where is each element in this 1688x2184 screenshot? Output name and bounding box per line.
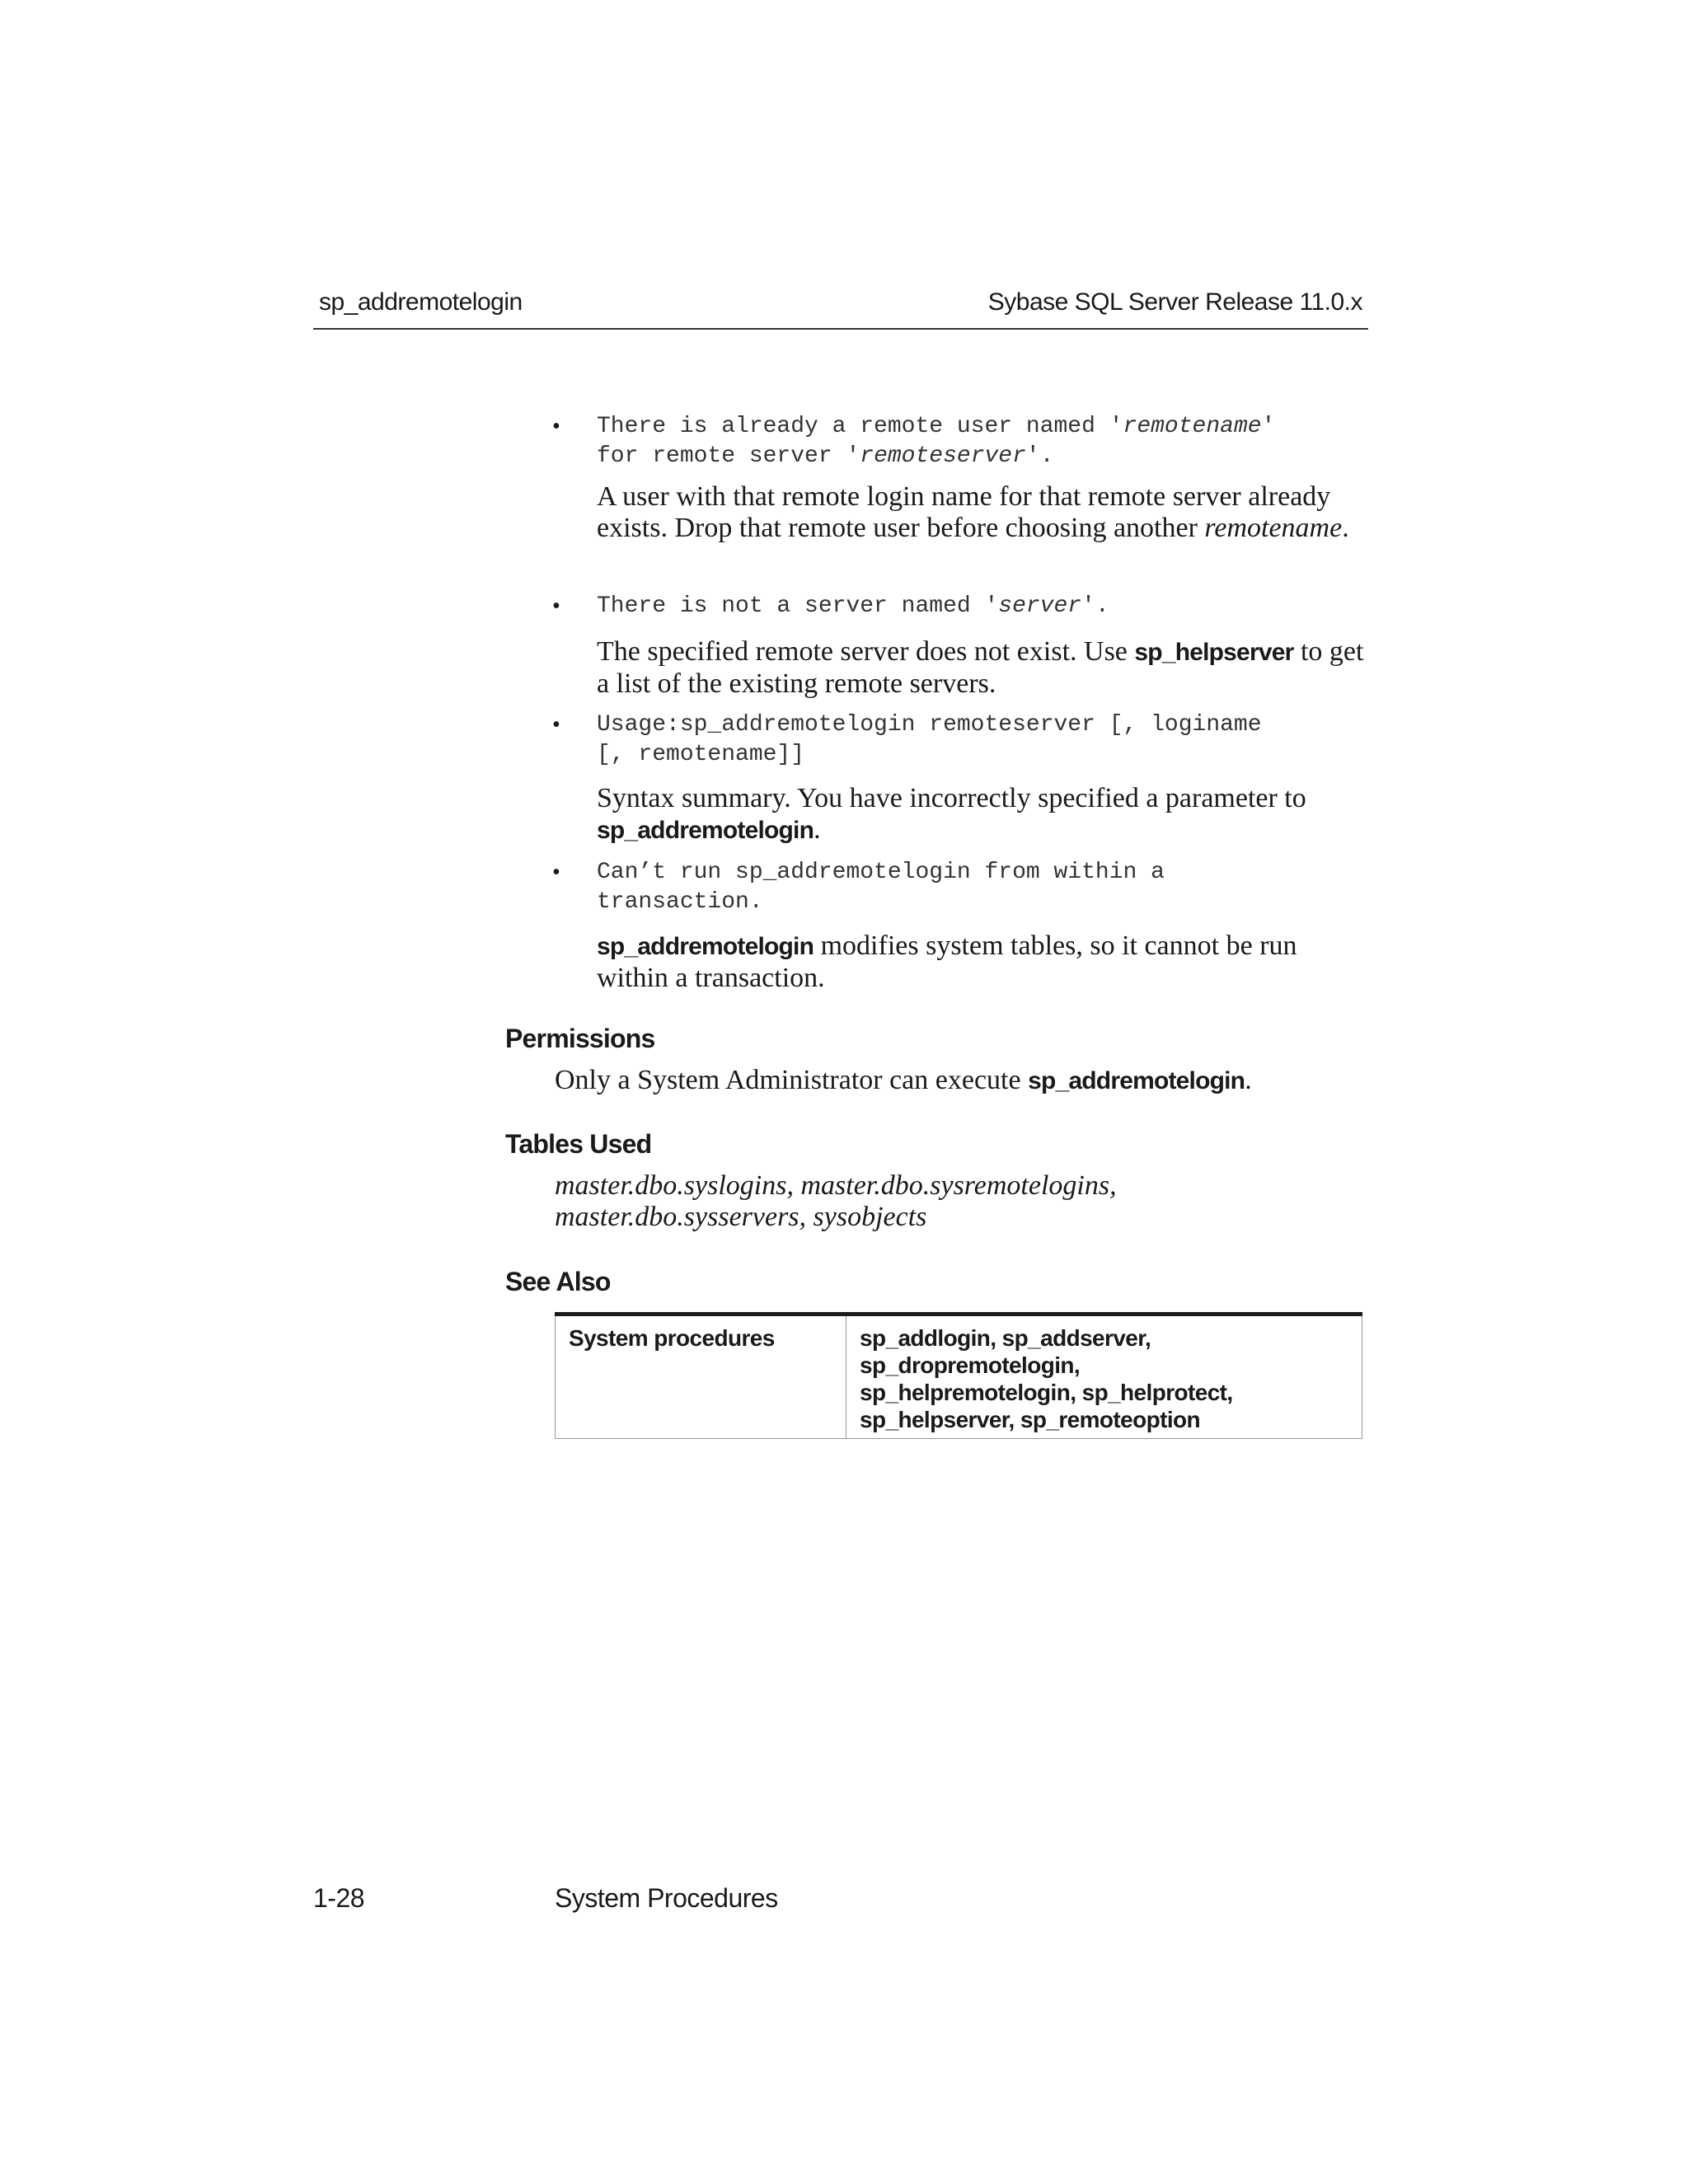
running-header-left: sp_addremotelogin (319, 288, 523, 316)
tables-used-text: master.dbo.syslogins, master.dbo.sysremotelogins, master.dbo.sysservers, sysobjects (555, 1170, 1117, 1232)
error-message-item (554, 858, 1378, 994)
bullet-marker: • (552, 593, 560, 619)
error-message-item (554, 710, 1378, 846)
error-description: sp_addremotelogin modifies system tables, so it cannot be run within a transaction. (597, 930, 1297, 993)
see-also-category: System procedures (556, 1315, 846, 1439)
error-message-text: Usage:sp_addremotelogin remoteserver [, loginame [, remotename]] (597, 712, 1262, 767)
error-description: Syntax summary. You have incorrectly specified a parameter to sp_addremotelogin. (597, 783, 1306, 845)
see-also-table (555, 1312, 1362, 1439)
see-also-line: sp_helpremotelogin, sp_helprotect, (860, 1380, 1233, 1405)
error-message-text: Can’t run sp_addremotelogin from within a transaction. (597, 860, 1165, 915)
bullet-marker: • (552, 712, 560, 738)
procedure-name: sp_addremotelogin (597, 817, 814, 844)
header-rule (313, 328, 1368, 330)
see-also-line: sp_helpserver, sp_remoteoption (860, 1407, 1201, 1432)
permissions-text: Only a System Administrator can execute sp_addremotelogin. (555, 1065, 1252, 1095)
see-also-procedures (846, 1315, 1362, 1439)
procedure-name: sp_addremotelogin (597, 933, 814, 960)
permissions-heading: Permissions (505, 1024, 655, 1053)
bullet-marker: • (552, 414, 560, 439)
error-message-item (554, 592, 1378, 700)
error-message-text: There is already a remote user named 'remotename' for remote server 'remoteserver'. (597, 414, 1276, 469)
procedure-name: sp_helpserver (1134, 639, 1294, 666)
see-also-heading: See Also (505, 1267, 611, 1296)
error-description: The specified remote server does not exist. Use sp_helpserver to get a list of the existing remote servers. (597, 636, 1364, 699)
tables-used-heading: Tables Used (505, 1129, 652, 1159)
bullet-marker: • (552, 860, 560, 885)
footer-section-title: System Procedures (555, 1883, 778, 1913)
procedure-name: sp_addremotelogin (1028, 1067, 1245, 1094)
page-number: 1-28 (313, 1883, 365, 1913)
error-message-item (554, 412, 1378, 544)
error-description: A user with that remote login name for that remote server already exists. Drop that remote user before choosing another remotename. (597, 481, 1349, 543)
running-header-right: Sybase SQL Server Release 11.0.x (987, 288, 1362, 316)
error-message-text: There is not a server named 'server'. (597, 593, 1109, 619)
see-also-line: sp_addlogin, sp_addserver, sp_dropremotelogin, (860, 1325, 1151, 1378)
table-row (556, 1315, 1362, 1439)
